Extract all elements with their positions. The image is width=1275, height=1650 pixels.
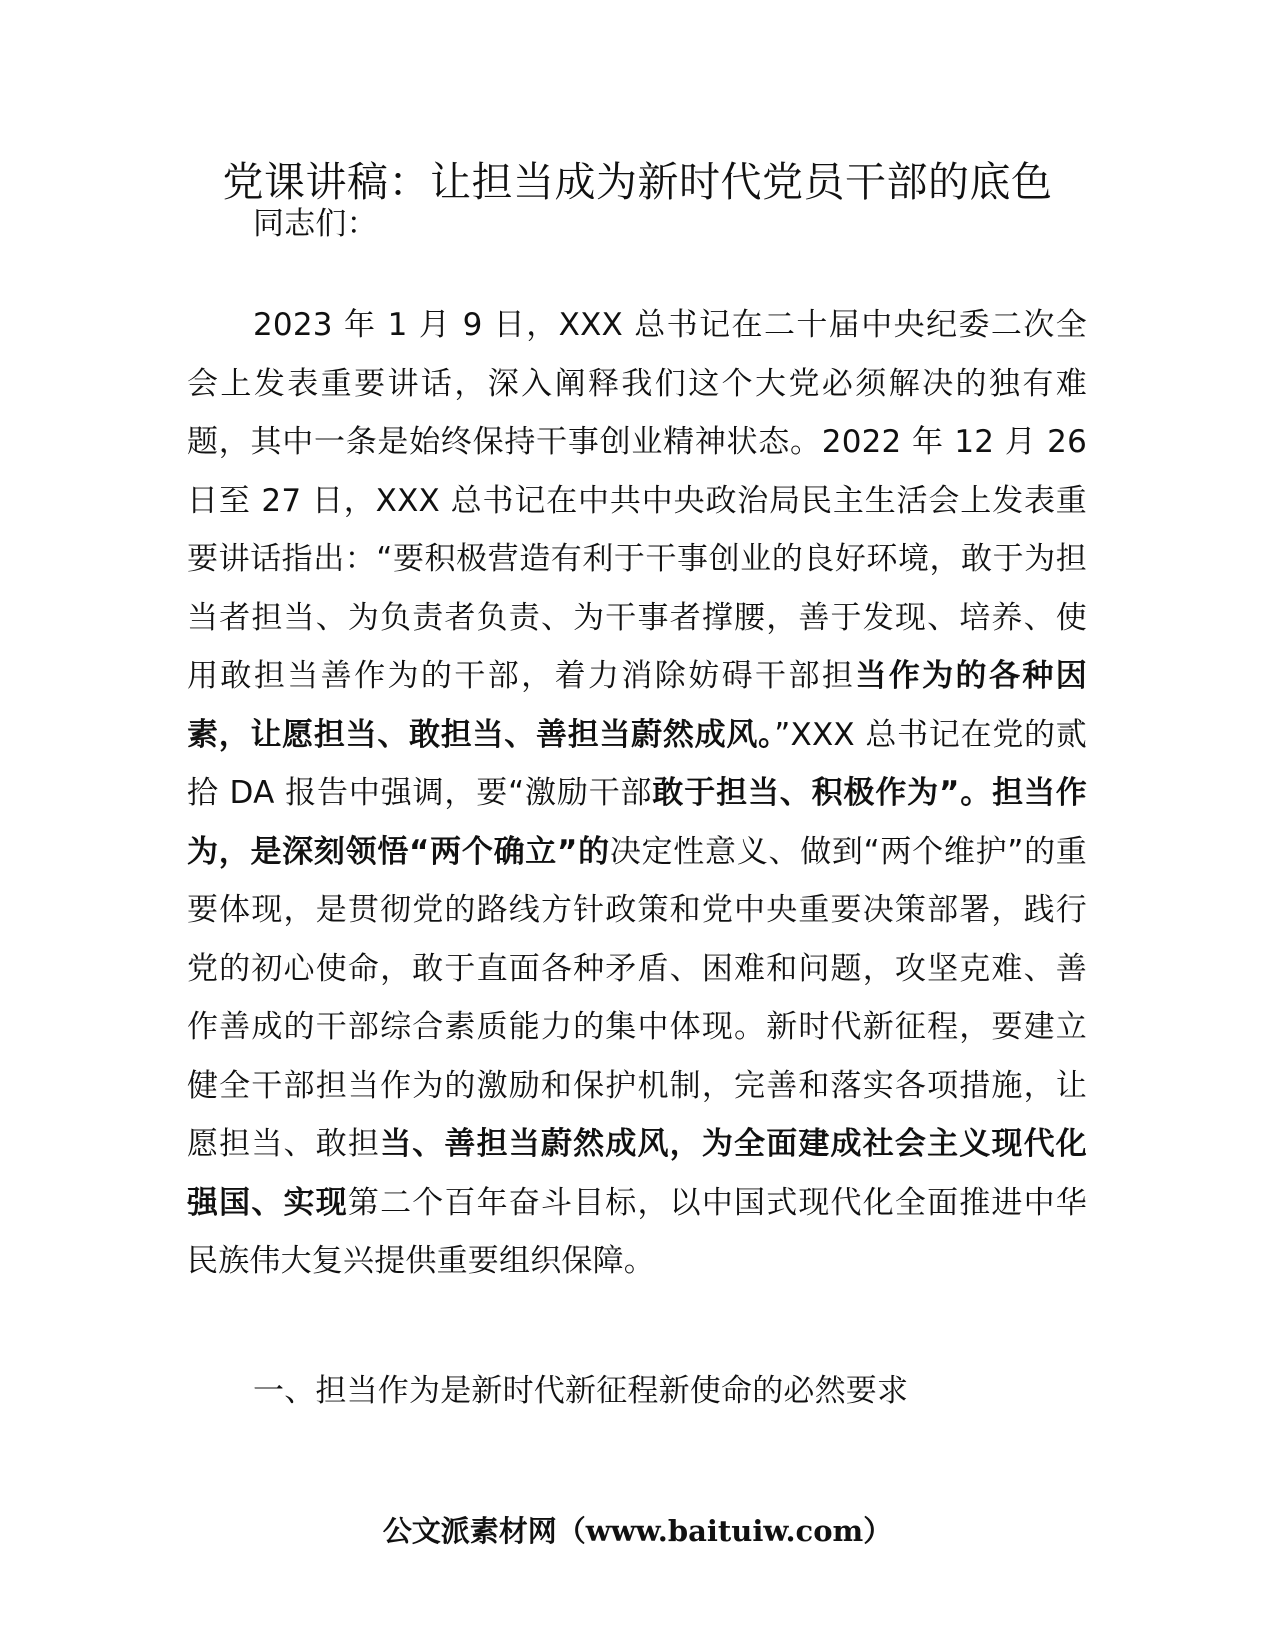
footer-watermark: 公文派素材网（www.baituiw.com） [382, 1514, 893, 1548]
paragraph-text: 第二个百年奋斗目标，以中国式现代化全面推进中华民族伟大复兴提供重要组织保障。 [187, 1184, 1087, 1279]
body-paragraph [187, 296, 1087, 1291]
paragraph-text: ”XXX 总书记在党的贰拾 DA 报告中强调，要“激励干部 [187, 716, 1087, 811]
section-heading: 一、担当作为是新时代新征程新使命的必然要求 [253, 1373, 909, 1409]
paragraph-text: 2023 年 1 月 9 日，XXX 总书记在二十届中央纪委二次全会上发表重要讲话，深入阐释我们这个大党必须解决的独有难题，其中一条是始终保持干事创业精神状态。2022 年 12 月 26 日至 27 日，XXX 总书记在中共中央政治局民主生活会上发表重要讲话指出：“要积极营造有利于干事创业的良好环境，敢于为担当者担当、为负责者负责、为干事者撑腰，善于发现、培养、使用敢担当善作为的干部，着力消除妨碍干部担 [187, 307, 1087, 694]
paragraph-text-bold: 当、善担当蔚然成风，为全面建成社会主义现代化强国、实现 [187, 1126, 1088, 1221]
document-title: 党课讲稿：让担当成为新时代党员干部的底色 [222, 158, 1053, 206]
greeting: 同志们： [253, 206, 378, 242]
paragraph-text-bold: 敢于担当、积极作为”。担当作为，是深刻领悟“两个确立”的 [187, 775, 1087, 870]
paragraph-text: 决定性意义、做到“两个维护”的重要体现，是贯彻党的路线方针政策和党中央重要决策部署，践行党的初心使命，敢于直面各种矛盾、困难和问题，攻坚克难、善作善成的干部综合素质能力的集中体现。新时代新征程，要建立健全干部担当作为的激励和保护机制，完善和落实各项措施，让愿担当、敢担 [187, 833, 1088, 1162]
paragraph-text-bold: 当作为的各种因素，让愿担当、敢担当、善担当蔚然成风。 [187, 658, 1088, 753]
